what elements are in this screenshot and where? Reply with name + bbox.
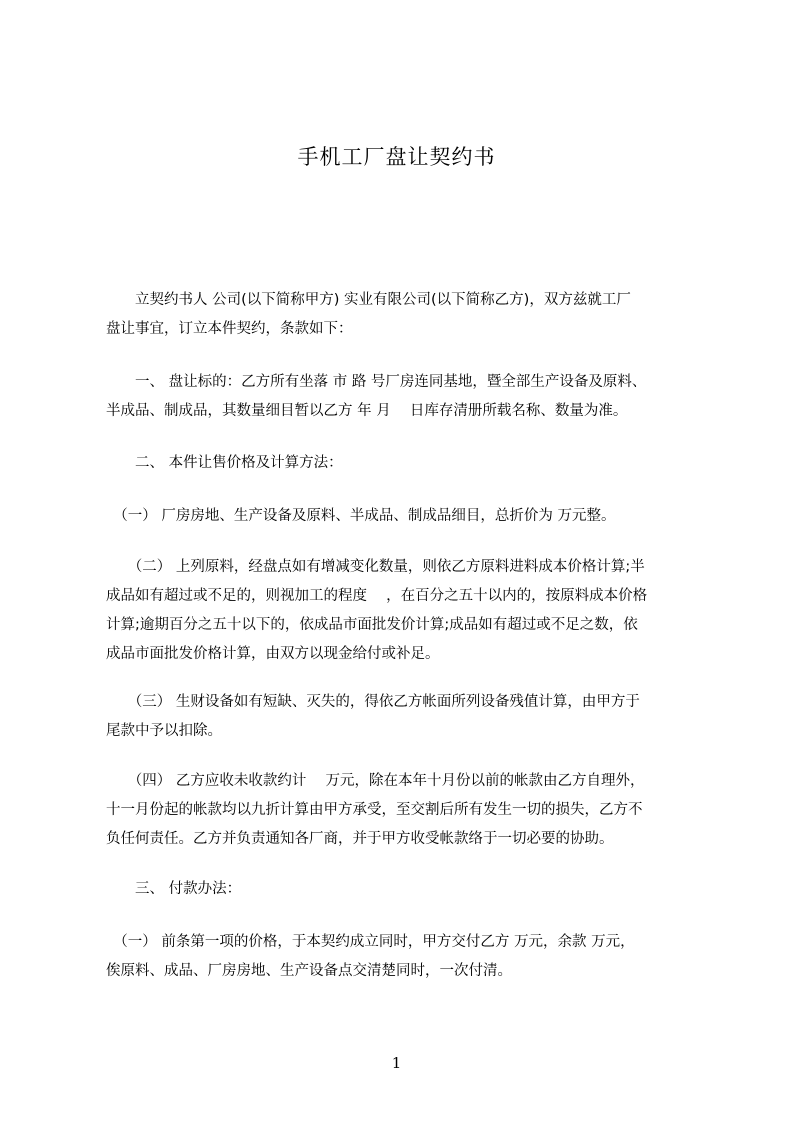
paragraph-line: 负任何责任。乙方并负责通知各厂商，并于甲方收受帐款络于一切必要的协助。 [106,831,614,847]
paragraph-clause-2 [106,449,706,478]
document-title: 手机工厂盘让契约书 [297,145,496,169]
page-number: 1 [391,1054,402,1072]
paragraph-clause-1 [106,368,706,426]
paragraph-line: 计算;逾期百分之五十以下的，依成品市面批发价计算;成品如有超过或不足之数，依 [106,617,638,633]
paragraph-line: 盘让事宜，订立本件契约，条款如下： [106,321,353,337]
paragraph-line: 十一月份起的帐款均以九折计算由甲方承受，至交割后所有发生一切的损失，乙方不 [106,802,643,818]
paragraph-line: （一） 前条第一项的价格，于本契约成立同时，甲方交付乙方 万元，余款 万元， [106,934,635,950]
paragraph-line: 立契约书人 公司(以下简称甲方) 实业有限公司(以下简称乙方)，双方兹就工厂 [106,292,631,308]
paragraph-line: 二、 本件让售价格及计算方法： [106,455,343,471]
paragraph-line: 三、 付款办法： [106,881,242,897]
paragraph-line: （二） 上列原料，经盘点如有增减变化数量，则依乙方原料进料成本价格计算;半 [106,559,645,575]
paragraph-line: （一） 厂房房地、生产设备及原料、半成品、制成品细目，总折价为 万元整。 [106,508,616,524]
paragraph-clause-2-1 [106,502,706,531]
paragraph-line: （四） 乙方应收未收款约计 万元，除在本年十月份以前的帐款由乙方自理外， [106,773,645,789]
paragraph-clause-2-2 [106,553,706,669]
paragraph-line: 成品市面批发价格计算，由双方以现金给付或补足。 [106,646,440,662]
paragraph-line: 一、 盘让标的：乙方所有坐落 市 路 号厂房连同基地，暨全部生产设备及原料、 [106,374,647,390]
paragraph-line: 俟原料、成品、厂房房地、生产设备点交清楚同时，一次付清。 [106,963,512,979]
paragraph-line: （三） 生财设备如有短缺、灭失的，得依乙方帐面所列设备残值计算，由甲方于 [106,694,640,710]
paragraph-clause-2-3 [106,688,706,746]
paragraph-line: 尾款中予以扣除。 [106,723,222,739]
paragraph-line: 半成品、制成品，其数量细目暂以乙方 年 月 日库存清册所载名称、数量为准。 [106,403,628,419]
paragraph-clause-3 [106,875,706,904]
paragraph-clause-2-4 [106,767,706,854]
paragraph-line: 成品如有超过或不足的，则视加工的程度 ，在百分之五十以内的，按原料成本价格 [106,588,648,604]
paragraph-intro [106,286,706,344]
paragraph-clause-3-1 [106,928,706,986]
